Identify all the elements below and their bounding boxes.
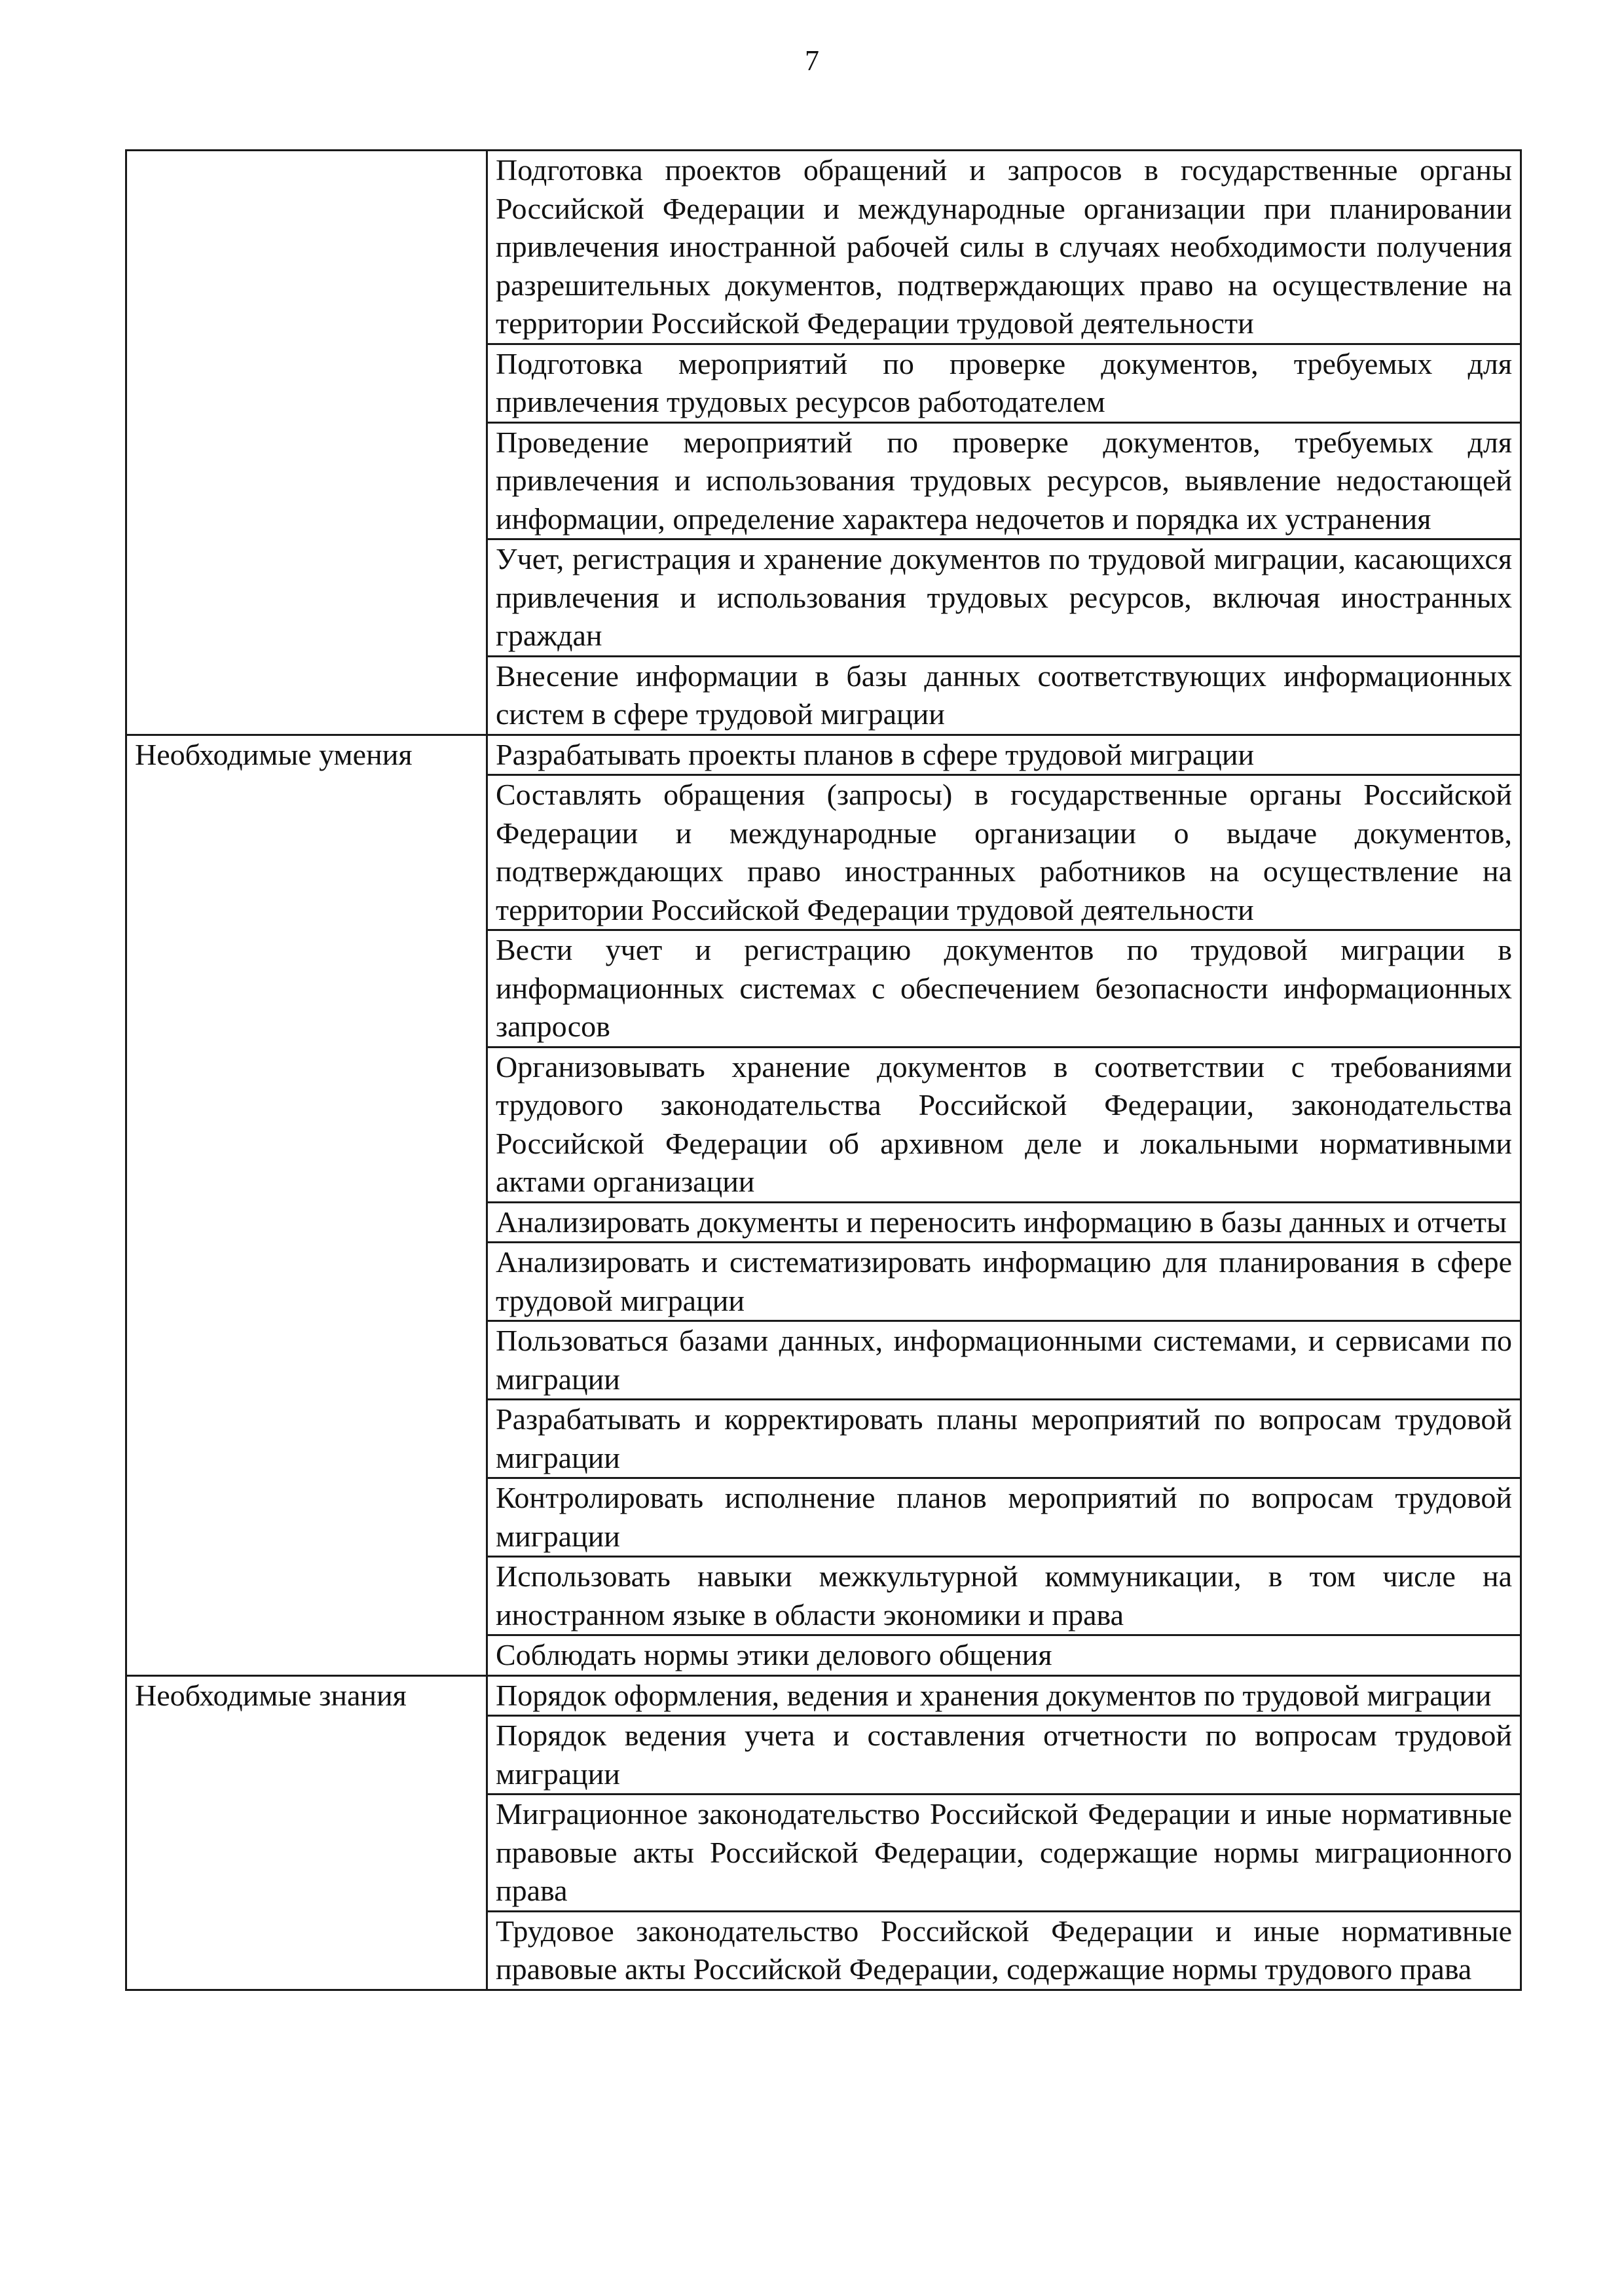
table-row bbox=[126, 735, 1521, 775]
table-cell: Разрабатывать и корректировать планы мероприятий по вопросам трудовой миграции bbox=[487, 1400, 1521, 1478]
table-cell: Порядок ведения учета и составления отчетности по вопросам трудовой миграции bbox=[487, 1716, 1521, 1795]
table-cell: Анализировать и систематизировать информацию для планирования в сфере трудовой миграции bbox=[487, 1243, 1521, 1321]
page-number: 7 bbox=[805, 45, 819, 77]
table-cell: Анализировать документы и переносить информацию в базы данных и отчеты bbox=[487, 1202, 1521, 1243]
row-group-label: Необходимые умения bbox=[126, 735, 487, 1675]
table-cell: Вести учет и регистрацию документов по трудовой миграции в информационных системах с обеспечением безопасности информационных запросов bbox=[487, 930, 1521, 1048]
row-group-label bbox=[126, 151, 487, 735]
table-cell: Учет, регистрация и хранение документов по трудовой миграции, касающихся привлечения и использования трудовых ресурсов, включая иностранных граждан bbox=[487, 539, 1521, 657]
table-cell: Пользоваться базами данных, информационными системами, и сервисами по миграции bbox=[487, 1321, 1521, 1400]
table-cell: Контролировать исполнение планов мероприятий по вопросам трудовой миграции bbox=[487, 1478, 1521, 1557]
table-cell: Проведение мероприятий по проверке документов, требуемых для привлечения и использования трудовых ресурсов, выявление недостающей информации, определение характера недочетов и порядка их устранения bbox=[487, 422, 1521, 539]
table-row bbox=[126, 1675, 1521, 1716]
requirements-table bbox=[125, 149, 1522, 1991]
row-group-label: Необходимые знания bbox=[126, 1675, 487, 1990]
requirements-table-body bbox=[126, 151, 1521, 1990]
table-cell: Подготовка проектов обращений и запросов в государственные органы Российской Федерации и международные организации при планировании привлечения иностранной рабочей силы в случаях необходимости получения разрешительных документов, подтверждающих право на осуществление на территории Российской Федерации трудовой деятельности bbox=[487, 151, 1521, 344]
table-cell: Соблюдать нормы этики делового общения bbox=[487, 1635, 1521, 1676]
table-cell: Внесение информации в базы данных соответствующих информационных систем в сфере трудовой миграции bbox=[487, 656, 1521, 735]
table-cell: Использовать навыки межкультурной коммуникации, в том числе на иностранном языке в области экономики и права bbox=[487, 1557, 1521, 1635]
table-cell: Организовывать хранение документов в соответствии с требованиями трудового законодательства Российской Федерации, законодательства Российской Федерации об архивном деле и локальными нормативными актами организации bbox=[487, 1047, 1521, 1202]
table-cell: Порядок оформления, ведения и хранения документов по трудовой миграции bbox=[487, 1675, 1521, 1716]
table-cell: Подготовка мероприятий по проверке документов, требуемых для привлечения трудовых ресурсов работодателем bbox=[487, 344, 1521, 422]
table-row bbox=[126, 151, 1521, 344]
table-cell: Трудовое законодательство Российской Федерации и иные нормативные правовые акты Российской Федерации, содержащие нормы трудового права bbox=[487, 1911, 1521, 1990]
table-cell: Разрабатывать проекты планов в сфере трудовой миграции bbox=[487, 735, 1521, 775]
table-cell: Составлять обращения (запросы) в государственные органы Российской Федерации и международные организации о выдаче документов, подтверждающих право иностранных работников на осуществление на территории Российской Федерации трудовой деятельности bbox=[487, 775, 1521, 930]
table-cell: Миграционное законодательство Российской Федерации и иные нормативные правовые акты Российской Федерации, содержащие нормы миграционного права bbox=[487, 1795, 1521, 1912]
